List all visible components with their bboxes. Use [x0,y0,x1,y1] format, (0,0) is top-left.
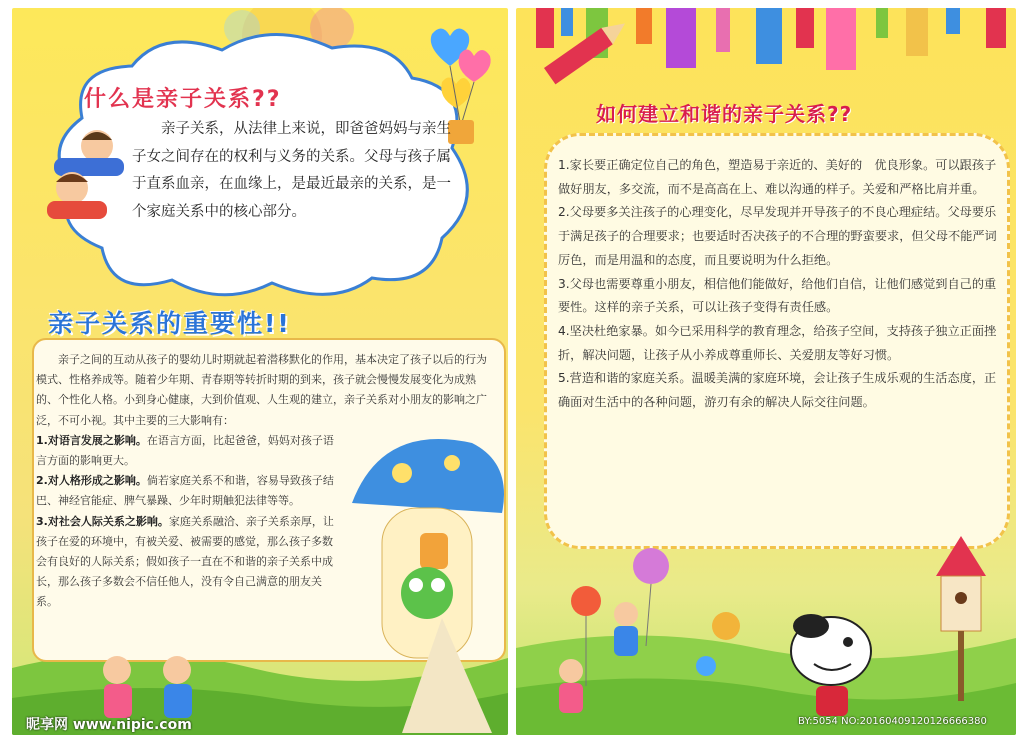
right-title: 如何建立和谐的亲子关系?? [596,102,853,126]
point-3-head: 3.对社会人际关系之影响。 [36,514,169,528]
point-2 [36,471,336,511]
point-1-head: 1.对语言发展之影响。 [36,433,147,447]
left-watermark: 昵享网 www.nipic.com [26,717,192,733]
point-1 [36,431,336,471]
section2-intro: 亲子之间的互动从孩子的婴幼儿时期就起着潜移默化的作用，基本决定了孩子以后的行为模式、性格养成等。随着少年期、青春期等转折时期的到来，孩子就会慢慢发展变化为成熟的、个性化人格。小到身心健康，大到价值观、人生观的建立，亲子关系对小朋友的影响之广泛，不可小视。其中主要的三大影响有： [36,353,487,427]
advice-5: 5.营造和谐的家庭关系。温暖美满的家庭环境，会让孩子生成乐观的生活态度，正确面对生活中的各种问题，游刃有余的解决人际交往问题。 [558,371,997,410]
advice-2: 2.父母要多关注孩子的心理变化，尽早发现并开导孩子的不良心理症结。父母要乐于满足孩子的合理要求；也要适时否决孩子的不合理的野蛮要求，但父母不能严词厉色，而是用温和的态度，而且要说明为什么拒绝。 [558,205,997,267]
point-1-body: 在语言方面，比起爸爸，妈妈对孩子语言方面的影响更大。 [36,433,334,468]
right-page [516,8,1016,735]
section1-title: 什么是亲子关系?? [84,87,282,112]
right-text [558,154,998,415]
advice-1: 1.家长要正确定位自己的角色，塑造易于亲近的、美好的 优良形象。可以跟孩子做好朋友，多交流，而不是高高在上、难以沟通的样子。关爱和严格比肩并重。 [558,158,997,196]
section1-body: 亲子关系，从法律上来说，即爸爸妈妈与亲生子女之间存在的权利与义务的关系。父母与孩子属于直系血亲，在血缘上，是最近最亲的关系，是一个家庭关系中的核心部分。 [132,121,451,220]
point-2-head: 2.对人格形成之影响。 [36,474,147,488]
section2-title: 亲子关系的重要性!! [48,309,291,338]
advice-3: 3.父母也需要尊重小朋友，相信他们能做好，给他们自信，让他们感觉到自己的重要性。这样的亲子关系，可以让孩子变得有责任感。 [558,276,997,315]
right-watermark: BY:5054 NO:20160409120126666380 [798,716,987,727]
left-page [12,8,508,735]
advice-4: 4.坚决杜绝家暴。如今已采用科学的教育理念，给孩子空间，支持孩子独立正面挫折，解决问题，让孩子从小养成尊重师长、关爱朋友等好习惯。 [558,323,997,362]
point-3 [36,512,336,613]
point-2-body: 倘若家庭关系不和谐，容易导致孩子结巴、神经官能症、脾气暴躁、少年时期触犯法律等等。 [36,474,334,508]
kids-illustration [42,126,132,236]
playground-illustration [526,536,1016,735]
section2-text [36,350,496,613]
point-3-body: 家庭关系融洽、亲子关系亲厚，让孩子在爱的环境中，有被关爱、被需要的感觉，那么孩子多数会有良好的人际关系；假如孩子一直在不和谐的亲子关系中成长，那么孩子多数会不信任他人，没有令自己满意的朋友关系。 [36,514,334,609]
